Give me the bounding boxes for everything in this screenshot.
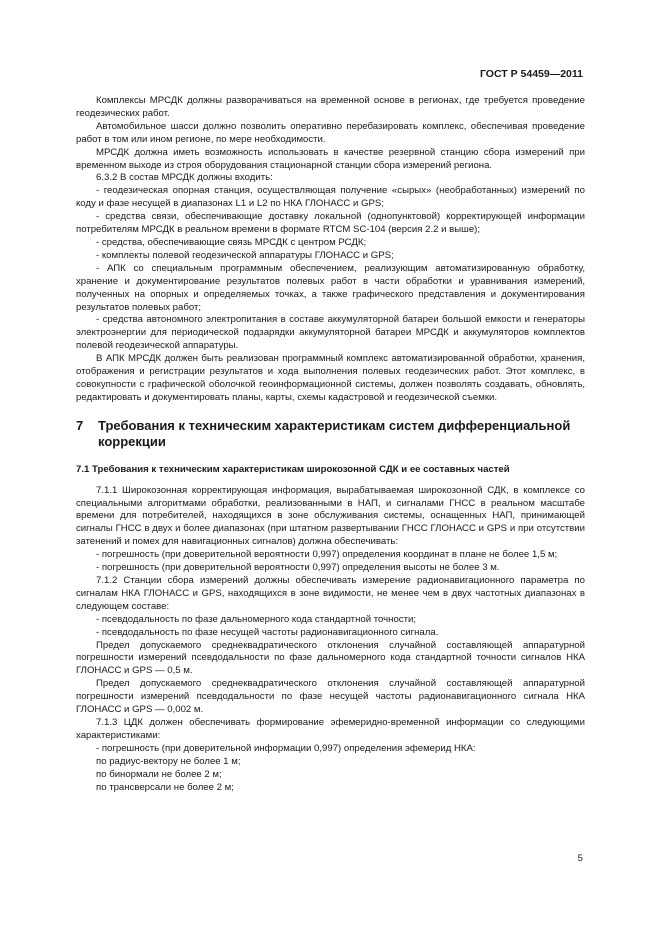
page-body [76,93,585,794]
list-item: - погрешность (при доверительной информации 0,997) определения эфемерид НКА: [96,742,476,754]
list-item: - псевдодальность по фазе дальномерного кода стандартной точности; [96,613,416,625]
clause-heading: 6.3.2 В состав МРСДК должны входить: [96,172,273,184]
paragraph: Предел допускаемого среднеквадратического отклонения случайной составляющей аппаратурной погрешности измерений псевдодальности по фазе дальномерного кода стандартной точности сигналов НКА ГЛОНАСС и GPS — 0,5 м. [76,639,585,677]
list-item: - средства связи, обеспечивающие доставку локальной (однопунктовой) корректирующей информации потребителям МРСДК в реальном времени в формате RTCM SC-104 (версия 2.2 и выше); [76,211,585,236]
list-item: - АПК со специальным программным обеспечением, реализующим автоматизированную обработку, хранение и документирование результатов полевых работ в части обработки и уравнивания измерений, полученных на опорных и определяемых точках, а также графического представления и документирования результатов полевых работ; [76,262,585,313]
paragraph: 7.1.1 Широкозонная корректирующая информация, вырабатываемая широкозонной СДК, в комплексе со специальными алгоритмами обработки, реализованными в НАП, и сигналами ГНСС в реальном масштабе времени для потребителей, находящихся в зоне обслуживания системы, оснащенных НАП, принимающей сигналы ГНСС в двух и более диапазонах (при штатном развертывании ГНСС ГЛОНАСС и GPS и при отсутствии затенений и помех для навигационных сигналов) должна обеспечивать: [76,484,585,548]
list-item: - комплекты полевой геодезической аппаратуры ГЛОНАСС и GPS; [96,249,394,261]
list-item: по радиус-вектору не более 1 м; [96,755,241,767]
list-item: - псевдодальность по фазе несущей частоты радионавигационного сигнала. [96,626,439,638]
paragraph: Автомобильное шасси должно позволить оперативно перебазировать комплекс, обеспечивая проведение работ в том или ином регионе, по мере необходимости. [76,120,585,145]
paragraph: 7.1.2 Станции сбора измерений должны обеспечивать измерение радионавигационного параметра по сигналам НКА ГЛОНАСС и GPS, находящихся в зоне видимости, не менее чем в двух частотных диапазонах в следующем составе: [76,575,585,612]
section-heading [76,418,585,450]
paragraph: 7.1.3 ЦДК должен обеспечивать формирование эфемеридно-временной информации со следующими характеристиками: [76,716,585,741]
subsection-heading: 7.1 Требования к техническим характеристикам широкозонной СДК и ее составных частей [76,463,510,475]
list-item: - геодезическая опорная станция, осуществляющая получение «сырых» (необработанных) измерений по коду и фазе несущей в диапазонах L1 и L2 по НКА ГЛОНАСС и GPS; [76,185,585,210]
section-title: Требования к техническим характеристикам систем дифференциальной коррекции [98,417,571,449]
section-number: 7 [76,417,84,433]
paragraph: МРСДК должна иметь возможность использовать в качестве резервной станцию сбора измерений при временном выходе из строя оборудования стационарной станции сбора измерений региона. [76,146,585,171]
list-item: по бинормали не более 2 м; [96,768,222,780]
page-number: 5 [577,853,583,864]
list-item: - средства, обеспечивающие связь МРСДК с центром РСДК; [96,236,367,248]
list-item: - погрешность (при доверительной вероятности 0,997) определения координат в плане не более 1,5 м; [96,549,558,561]
paragraph: В АПК МРСДК должен быть реализован программный комплекс автоматизированной обработки, хранения, отображения и регистрации результатов и хода выполнения полевых геодезических работ. Этот комплекс, в совокупности с графической оболочкой геоинформационной системы, должен позволять создавать, обновлять, редактировать и документировать планы, карты, схемы кадастровой и геодезической съемки. [76,353,585,403]
paragraph: Предел допускаемого среднеквадратического отклонения случайной составляющей аппаратурной погрешности измерений псевдодальности по фазе несущей частоты радионавигационного сигнала НКА ГЛОНАСС и GPS — 0,002 м. [76,678,585,716]
list-item: - средства автономного электропитания в составе аккумуляторной батареи большой емкости и генераторы электроэнергии для периодической подзарядки аккумуляторной батареи МРСДК и аккумуляторов комплектов полевой геодезической аппаратуры. [76,314,585,352]
document-header: ГОСТ Р 54459—2011 [479,68,583,80]
list-item: по трансверсали не более 2 м; [96,781,234,793]
list-item: - погрешность (при доверительной вероятности 0,997) определения высоты не более 3 м. [96,562,500,574]
paragraph: Комплексы МРСДК должны разворачиваться на временной основе в регионах, где требуется проведение геодезических работ. [76,95,585,119]
